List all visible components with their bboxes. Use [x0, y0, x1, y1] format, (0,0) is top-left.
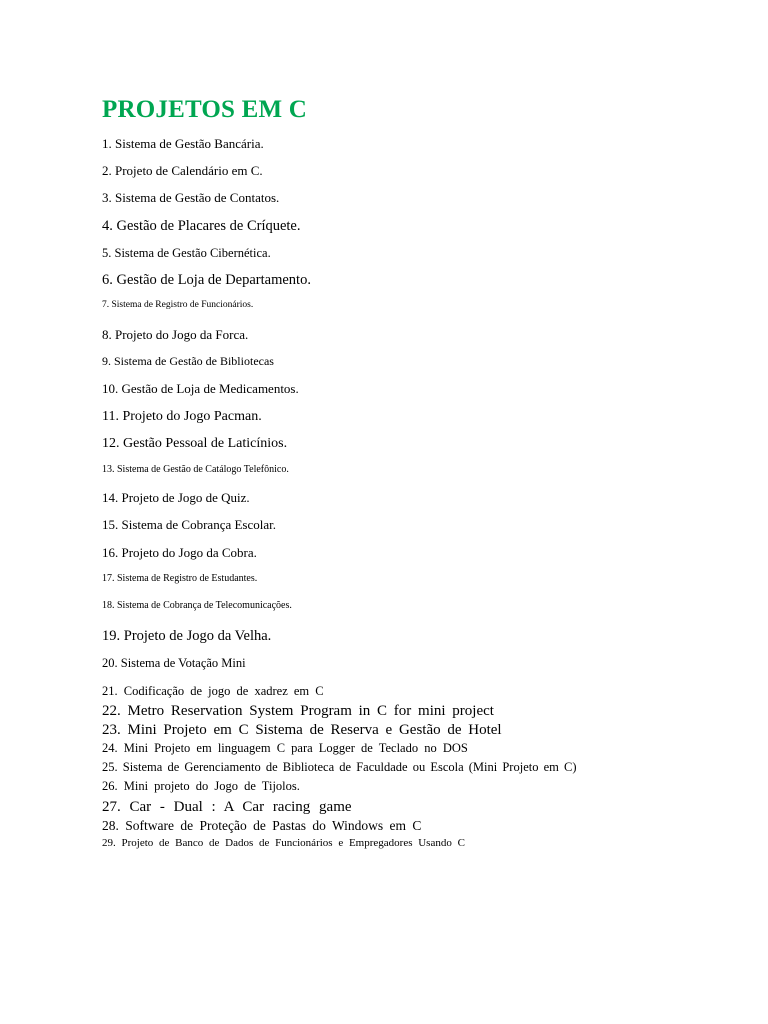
list-item: 24. Mini Projeto em linguagem C para Logger de Teclado no DOS [102, 741, 468, 755]
page-title: PROJETOS EM C [102, 96, 307, 123]
list-item: 23. Mini Projeto em C Sistema de Reserva e Gestão de Hotel [102, 722, 502, 738]
list-item: 3. Sistema de Gestão de Contatos. [102, 190, 280, 205]
list-item: 11. Projeto do Jogo Pacman. [102, 409, 262, 424]
list-item: 6. Gestão de Loja de Departamento. [102, 272, 311, 288]
list-item: 13. Sistema de Gestão de Catálogo Telefônico. [102, 464, 289, 475]
list-item: 19. Projeto de Jogo da Velha. [102, 628, 272, 644]
list-item: 27. Car - Dual : A Car racing game [102, 799, 352, 815]
list-item: 4. Gestão de Placares de Críquete. [102, 218, 301, 234]
list-item: 21. Codificação de jogo de xadrez em C [102, 684, 324, 698]
list-item: 26. Mini projeto do Jogo de Tijolos. [102, 779, 300, 793]
list-item: 5. Sistema de Gestão Cibernética. [102, 246, 271, 260]
list-item: 29. Projeto de Banco de Dados de Funcionários e Empregadores Usando C [102, 837, 465, 849]
list-item: 22. Metro Reservation System Program in C for mini project [102, 703, 494, 719]
list-item: 8. Projeto do Jogo da Forca. [102, 327, 249, 342]
list-item: 9. Sistema de Gestão de Bibliotecas [102, 354, 274, 368]
list-item: 20. Sistema de Votação Mini [102, 656, 246, 670]
list-item: 2. Projeto de Calendário em C. [102, 163, 263, 178]
list-item: 10. Gestão de Loja de Medicamentos. [102, 381, 299, 396]
list-item: 28. Software de Proteção de Pastas do Windows em C [102, 818, 422, 833]
list-item: 14. Projeto de Jogo de Quiz. [102, 490, 250, 505]
list-item: 7. Sistema de Registro de Funcionários. [102, 300, 254, 310]
list-item: 16. Projeto do Jogo da Cobra. [102, 545, 257, 560]
list-item: 15. Sistema de Cobrança Escolar. [102, 517, 277, 532]
list-item: 1. Sistema de Gestão Bancária. [102, 136, 264, 151]
list-item: 18. Sistema de Cobrança de Telecomunicações. [102, 600, 292, 611]
list-item: 17. Sistema de Registro de Estudantes. [102, 573, 258, 584]
list-item: 25. Sistema de Gerenciamento de Biblioteca de Faculdade ou Escola (Mini Projeto em C) [102, 760, 577, 774]
list-item: 12. Gestão Pessoal de Laticínios. [102, 436, 288, 451]
